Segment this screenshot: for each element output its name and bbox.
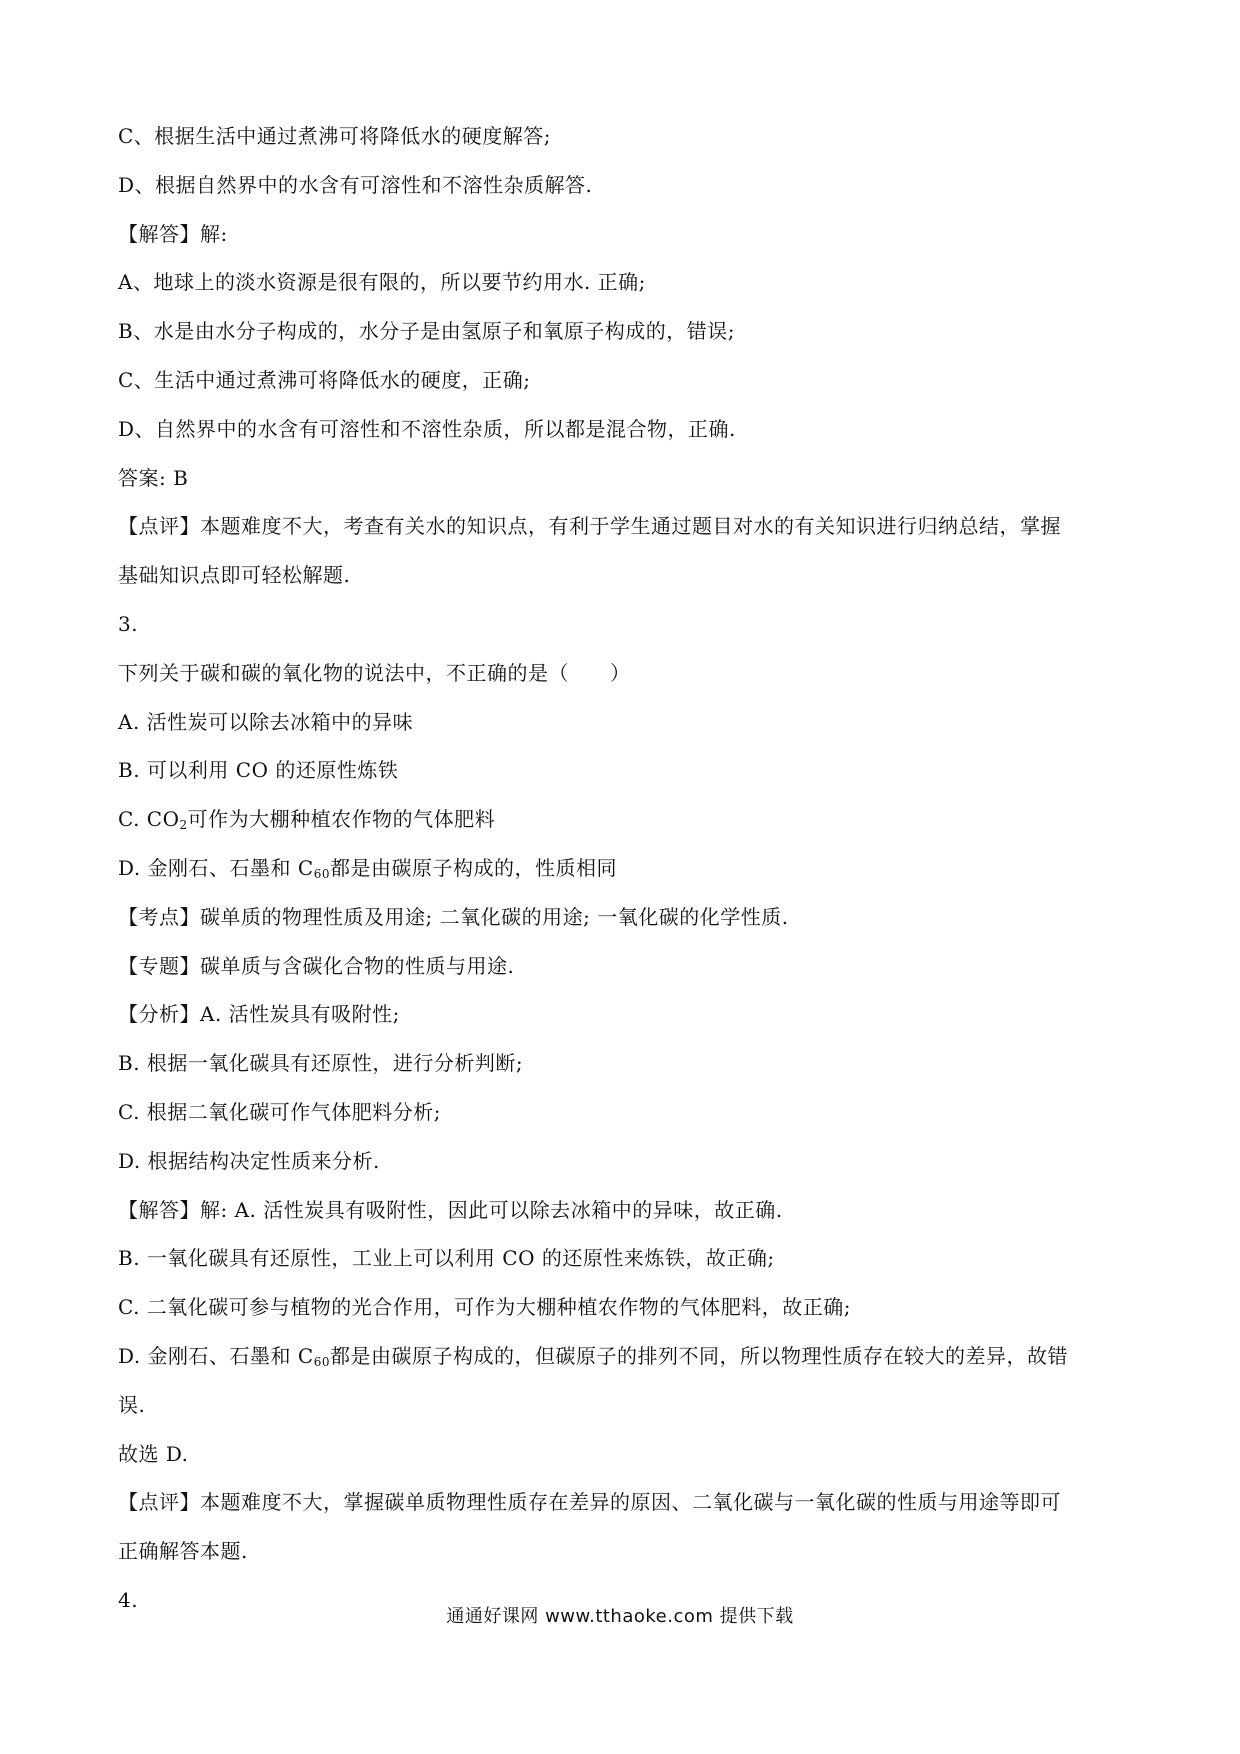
option-d-prefix: D. 金刚石、石墨和 C xyxy=(118,855,314,880)
solution-line xyxy=(118,1344,1128,1368)
solution-d-suffix: 都是由碳原子构成的，但碳原子的排列不同，所以物理性质存在较大的差异，故错 xyxy=(329,1343,1068,1368)
solution-line: 【解答】解: A. 活性炭具有吸附性，因此可以除去冰箱中的异味，故正确. xyxy=(118,1197,783,1222)
analysis-line: 【分析】A. 活性炭具有吸附性; xyxy=(118,1002,400,1027)
analysis-line: D. 根据结构决定性质来分析. xyxy=(118,1148,380,1173)
text-line: A、地球上的淡水资源是很有限的，所以要节约用水. 正确; xyxy=(118,270,646,295)
analysis-line: C. 根据二氧化碳可作气体肥料分析; xyxy=(118,1099,442,1124)
option-b: B. 可以利用 CO 的还原性炼铁 xyxy=(118,758,399,783)
question-stem: 下列关于碳和碳的氧化物的说法中，不正确的是（ ） xyxy=(118,660,631,685)
option-d-suffix: 都是由碳原子构成的，性质相同 xyxy=(329,855,617,880)
answer-line: 答案: B xyxy=(118,465,189,490)
option-c xyxy=(118,807,1128,831)
comment-line: 【点评】本题难度不大，考查有关水的知识点，有利于学生通过题目对水的有关知识进行归纳总结，掌握 xyxy=(118,514,1061,539)
text-line: C、生活中通过煮沸可将降低水的硬度，正确; xyxy=(118,367,531,392)
option-c-prefix: C. CO xyxy=(118,807,180,832)
subscript: 60 xyxy=(313,1354,330,1369)
option-a: A. 活性炭可以除去冰箱中的异味 xyxy=(118,709,414,734)
solution-line: 误. xyxy=(118,1392,146,1417)
subscript: 2 xyxy=(179,818,188,833)
solution-line: B. 一氧化碳具有还原性，工业上可以利用 CO 的还原性来炼铁，故正确; xyxy=(118,1246,775,1271)
comment-line: 基础知识点即可轻松解题. xyxy=(118,563,351,588)
choice-line: 故选 D. xyxy=(118,1441,189,1466)
comment-line: 【点评】本题难度不大，掌握碳单质物理性质存在差异的原因、二氧化碳与一氧化碳的性质与用途等即可 xyxy=(118,1490,1061,1515)
option-d xyxy=(118,856,1128,880)
text-line: B、水是由水分子构成的，水分子是由氢原子和氧原子构成的，错误; xyxy=(118,319,735,344)
text-line: C、根据生活中通过煮沸可将降低水的硬度解答; xyxy=(118,124,552,148)
document-body xyxy=(118,124,1128,1637)
option-c-suffix: 可作为大棚种植农作物的气体肥料 xyxy=(187,807,496,832)
question-number: 3. xyxy=(118,611,139,636)
solution-d-prefix: D. 金刚石、石墨和 C xyxy=(118,1343,314,1368)
comment-line: 正确解答本题. xyxy=(118,1539,248,1564)
text-line: D、根据自然界中的水含有可溶性和不溶性杂质解答. xyxy=(118,172,593,197)
text-line: D、自然界中的水含有可溶性和不溶性杂质，所以都是混合物，正确. xyxy=(118,416,736,441)
subscript: 60 xyxy=(313,866,330,881)
question-number: 4. xyxy=(118,1587,139,1612)
zhuanti-line: 【专题】碳单质与含碳化合物的性质与用途. xyxy=(118,953,515,978)
analysis-line: B. 根据一氧化碳具有还原性，进行分析判断; xyxy=(118,1051,524,1076)
kaodian-line: 【考点】碳单质的物理性质及用途; 二氧化碳的用途; 一氧化碳的化学性质. xyxy=(118,904,789,929)
page-footer: 通通好课网 www.tthaoke.com 提供下载 xyxy=(446,1606,794,1627)
solution-line: C. 二氧化碳可参与植物的光合作用，可作为大棚种植农作物的气体肥料，故正确; xyxy=(118,1295,852,1320)
answer-heading: 【解答】解: xyxy=(118,221,228,246)
